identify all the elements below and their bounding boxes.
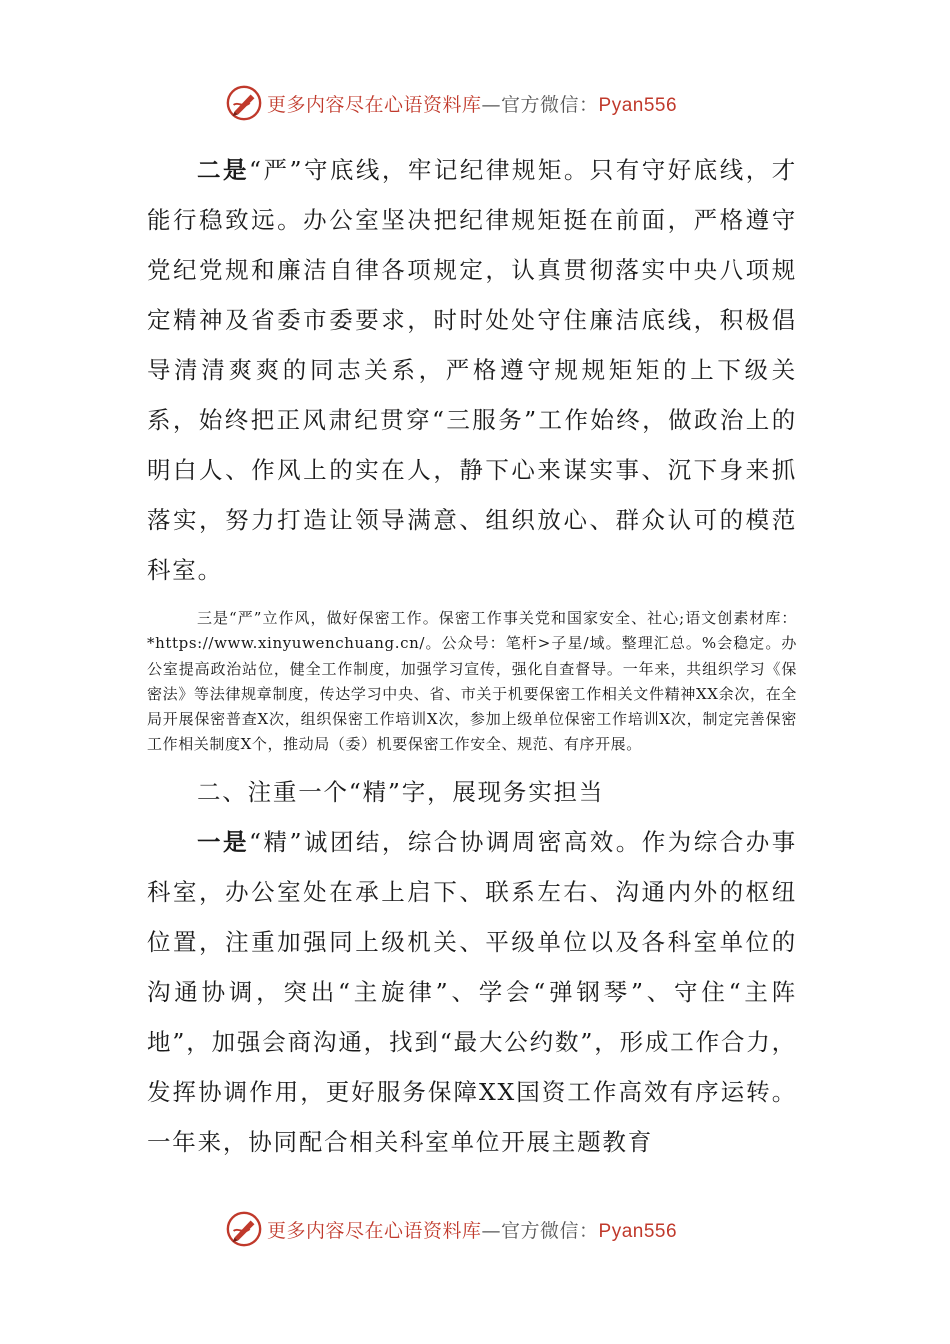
watermark-banner-top [225,83,677,123]
document-body [147,145,797,1167]
watermark-banner-bottom [225,1209,677,1249]
pen-logo-icon [225,84,263,122]
paragraph-text: “严”守底线，牢记纪律规矩。只有守好底线，才能行稳致远。办公室坚决把纪律规矩挺在前面，严格遵守党纪党规和廉洁自律各项规定，认真贯彻落实中央八项规定精神及省委市委要求，时时处处守住廉洁底线，积极倡导清清爽爽的同志关系，严格遵守规规矩矩的上下级关系，始终把正风肃纪贯穿“三服务”工作始终，做政治上的明白人、作风上的实在人，静下心来谋实事、沉下身来抓落实，努力打造让领导满意、组织放心、群众认可的模范科室。 [147,156,797,584]
watermark-dash: — [481,1219,502,1242]
watermark-site: 更多内容尽在心语资料库 [267,1219,482,1242]
paragraph-text: “精”诚团结，综合协调周密高效。作为综合办事科室，办公室处在承上启下、联系左右、沟通内外的枢纽位置，注重加强同上级机关、平级单位以及各科室单位的沟通协调，突出“主旋律”、学会“弹钢琴”、守住“主阵地”，加强会商沟通，找到“最大公约数”，形成工作合力，发挥协调作用，更好服务保障XX国资工作高效有序运转。一年来，协同配合相关科室单位开展主题教育 [147,827,797,1156]
paragraph-lead: 二是 [197,156,249,184]
watermark-wechat-id: Pyan556 [598,94,678,116]
paragraph-coordination [147,817,797,1167]
paragraph-confidentiality: 三是“严”立作风，做好保密工作。保密工作事关党和国家安全、社心;语文创素材库：*https://www.xinyuwenchuang.cn/。公众号：笔杆>子星/域。整理汇总。%会稳定。办公室提高政治站位，健全工作制度，加强学习宣传，强化自查督导。一年来，共组织学习《保密法》等法律规章制度，传达学习中央、省、市关于机要保密工作相关文件精神XX余次，在全局开展保密普查X次，组织保密工作培训X次，参加上级单位保密工作培训X次，制定完善保密工作相关制度X个，推动局（委）机要保密工作安全、规范、有序开展。 [147,609,797,754]
watermark-official: 官方微信： [501,1219,599,1242]
pen-logo-icon [225,1210,263,1248]
watermark-site: 更多内容尽在心语资料库 [267,93,482,116]
paragraph-lead: 一是 [197,827,249,856]
watermark-wechat-id: Pyan556 [598,1220,678,1242]
paragraph-discipline [147,145,797,595]
section-heading: 二、注重一个“精”字，展现务实担当 [197,777,605,806]
watermark-official: 官方微信： [501,93,599,116]
watermark-dash: — [481,93,502,116]
watermark-text [267,90,677,117]
watermark-text [267,1216,677,1243]
